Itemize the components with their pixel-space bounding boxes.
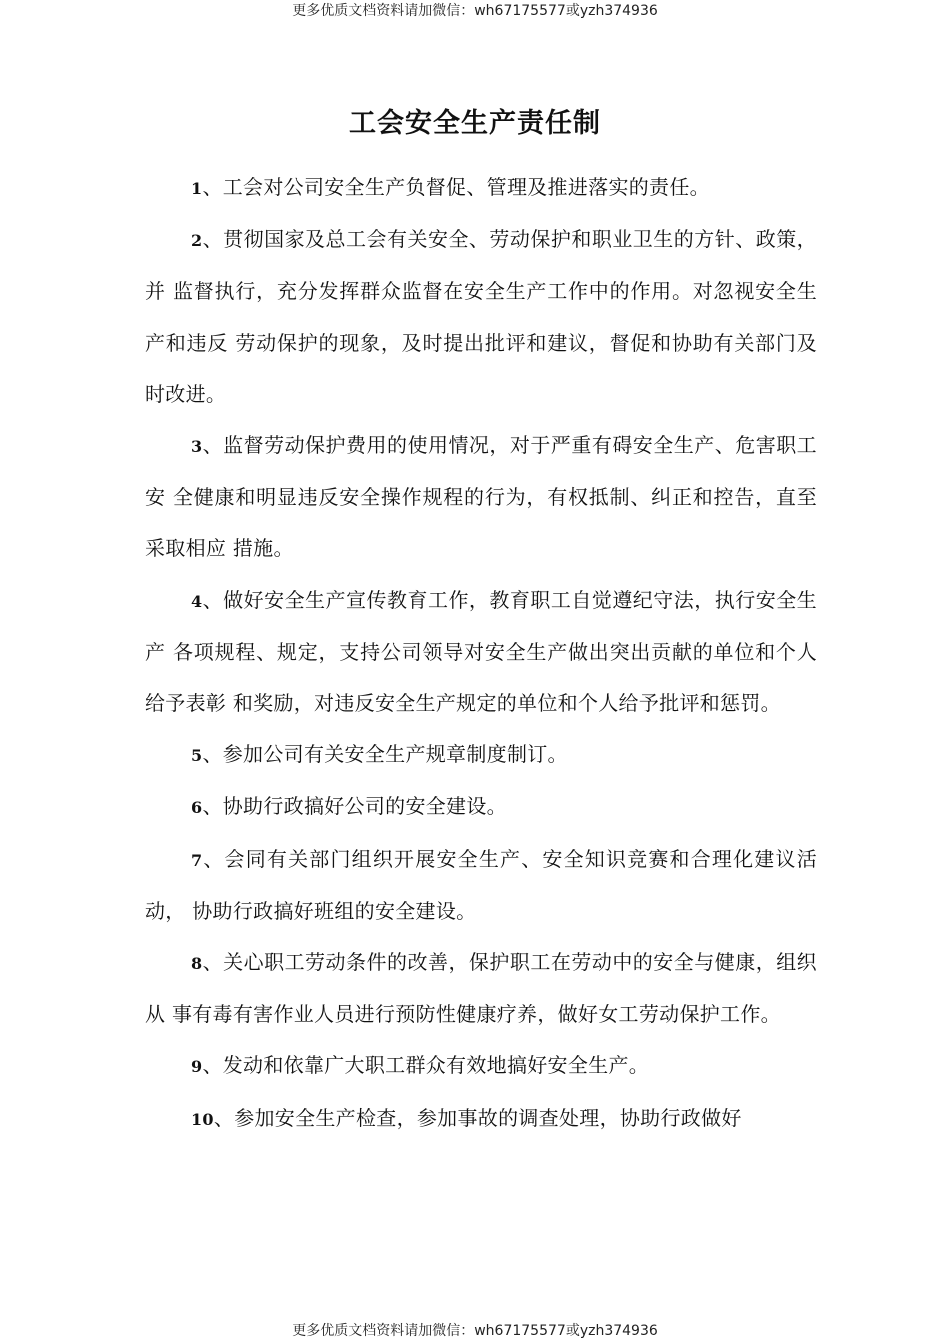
paragraph-text: 做好安全生产宣传教育工作，教育职工自觉遵纪守法，执行安全生产 各项规程、规定，支持公司领导对安全生产做出突出贡献的单位和个人给予表彰 和奖励，对违反安全生产规定的单位和个人给予批评和惩罚。 bbox=[145, 587, 817, 716]
paragraph-number: 2 bbox=[191, 231, 203, 251]
header-note: 更多优质文档资料请加微信：wh67175577或yzh374936 bbox=[292, 3, 658, 19]
footer-note: 更多优质文档资料请加微信：wh67175577或yzh374936 bbox=[292, 1323, 658, 1339]
paragraph-8 bbox=[145, 937, 817, 1040]
paragraph-number: 3 bbox=[191, 437, 203, 457]
paragraph-separator: 、 bbox=[202, 794, 223, 819]
paragraph-separator: 、 bbox=[202, 433, 224, 458]
document-body bbox=[145, 162, 817, 1145]
paragraph-1 bbox=[145, 162, 817, 214]
paragraph-5 bbox=[145, 729, 817, 781]
paragraph-text: 贯彻国家及总工会有关安全、劳动保护和职业卫生的方针、政策，并 监督执行，充分发挥群众监督在安全生产工作中的作用。对忽视安全生产和违反 劳动保护的现象，及时提出批评和建议，督促和协助有关部门及时改进。 bbox=[145, 227, 817, 406]
paragraph-7 bbox=[145, 834, 817, 937]
paragraph-separator: 、 bbox=[202, 846, 225, 871]
paragraph-text: 参加安全生产检查，参加事故的调查处理，协助行政做好 bbox=[234, 1105, 742, 1130]
paragraph-number: 6 bbox=[191, 798, 203, 818]
paragraph-number: 1 bbox=[191, 179, 203, 198]
paragraph-separator: 、 bbox=[202, 950, 224, 975]
paragraph-6 bbox=[145, 781, 817, 833]
paragraph-number: 5 bbox=[191, 746, 203, 766]
paragraph-separator: 、 bbox=[202, 227, 224, 252]
paragraph-separator: 、 bbox=[202, 587, 224, 612]
paragraph-number: 10 bbox=[191, 1109, 214, 1129]
paragraph-separator: 、 bbox=[213, 1105, 235, 1130]
paragraph-text: 协助行政搞好公司的安全建设。 bbox=[222, 794, 507, 819]
paragraph-separator: 、 bbox=[202, 175, 223, 199]
paragraph-3 bbox=[145, 420, 817, 575]
paragraph-text: 参加公司有关安全生产规章制度制订。 bbox=[222, 742, 568, 767]
paragraph-separator: 、 bbox=[202, 1053, 223, 1078]
paragraph-4 bbox=[145, 575, 817, 730]
paragraph-text: 发动和依靠广大职工群众有效地搞好安全生产。 bbox=[222, 1053, 650, 1078]
document-title: 工会安全生产责任制 bbox=[349, 108, 601, 139]
paragraph-text: 会同有关部门组织开展安全生产、安全知识竞赛和合理化建议活动， 协助行政搞好班组的安全建设。 bbox=[145, 846, 817, 923]
paragraph-2 bbox=[145, 214, 817, 420]
paragraph-separator: 、 bbox=[202, 742, 223, 767]
paragraph-text: 监督劳动保护费用的使用情况，对于严重有碍安全生产、危害职工安 全健康和明显违反安全操作规程的行为，有权抵制、纠正和控告，直至采取相应 措施。 bbox=[145, 433, 817, 561]
paragraph-number: 4 bbox=[191, 591, 203, 611]
paragraph-number: 8 bbox=[191, 954, 203, 974]
paragraph-text: 关心职工劳动条件的改善，保护职工在劳动中的安全与健康，组织从 事有毒有害作业人员进行预防性健康疗养，做好女工劳动保护工作。 bbox=[145, 950, 817, 1027]
paragraph-9 bbox=[145, 1040, 817, 1092]
paragraph-10 bbox=[145, 1093, 817, 1145]
paragraph-number: 7 bbox=[191, 850, 203, 870]
paragraph-text: 工会对公司安全生产负督促、管理及推进落实的责任。 bbox=[222, 175, 710, 199]
paragraph-number: 9 bbox=[191, 1057, 203, 1077]
